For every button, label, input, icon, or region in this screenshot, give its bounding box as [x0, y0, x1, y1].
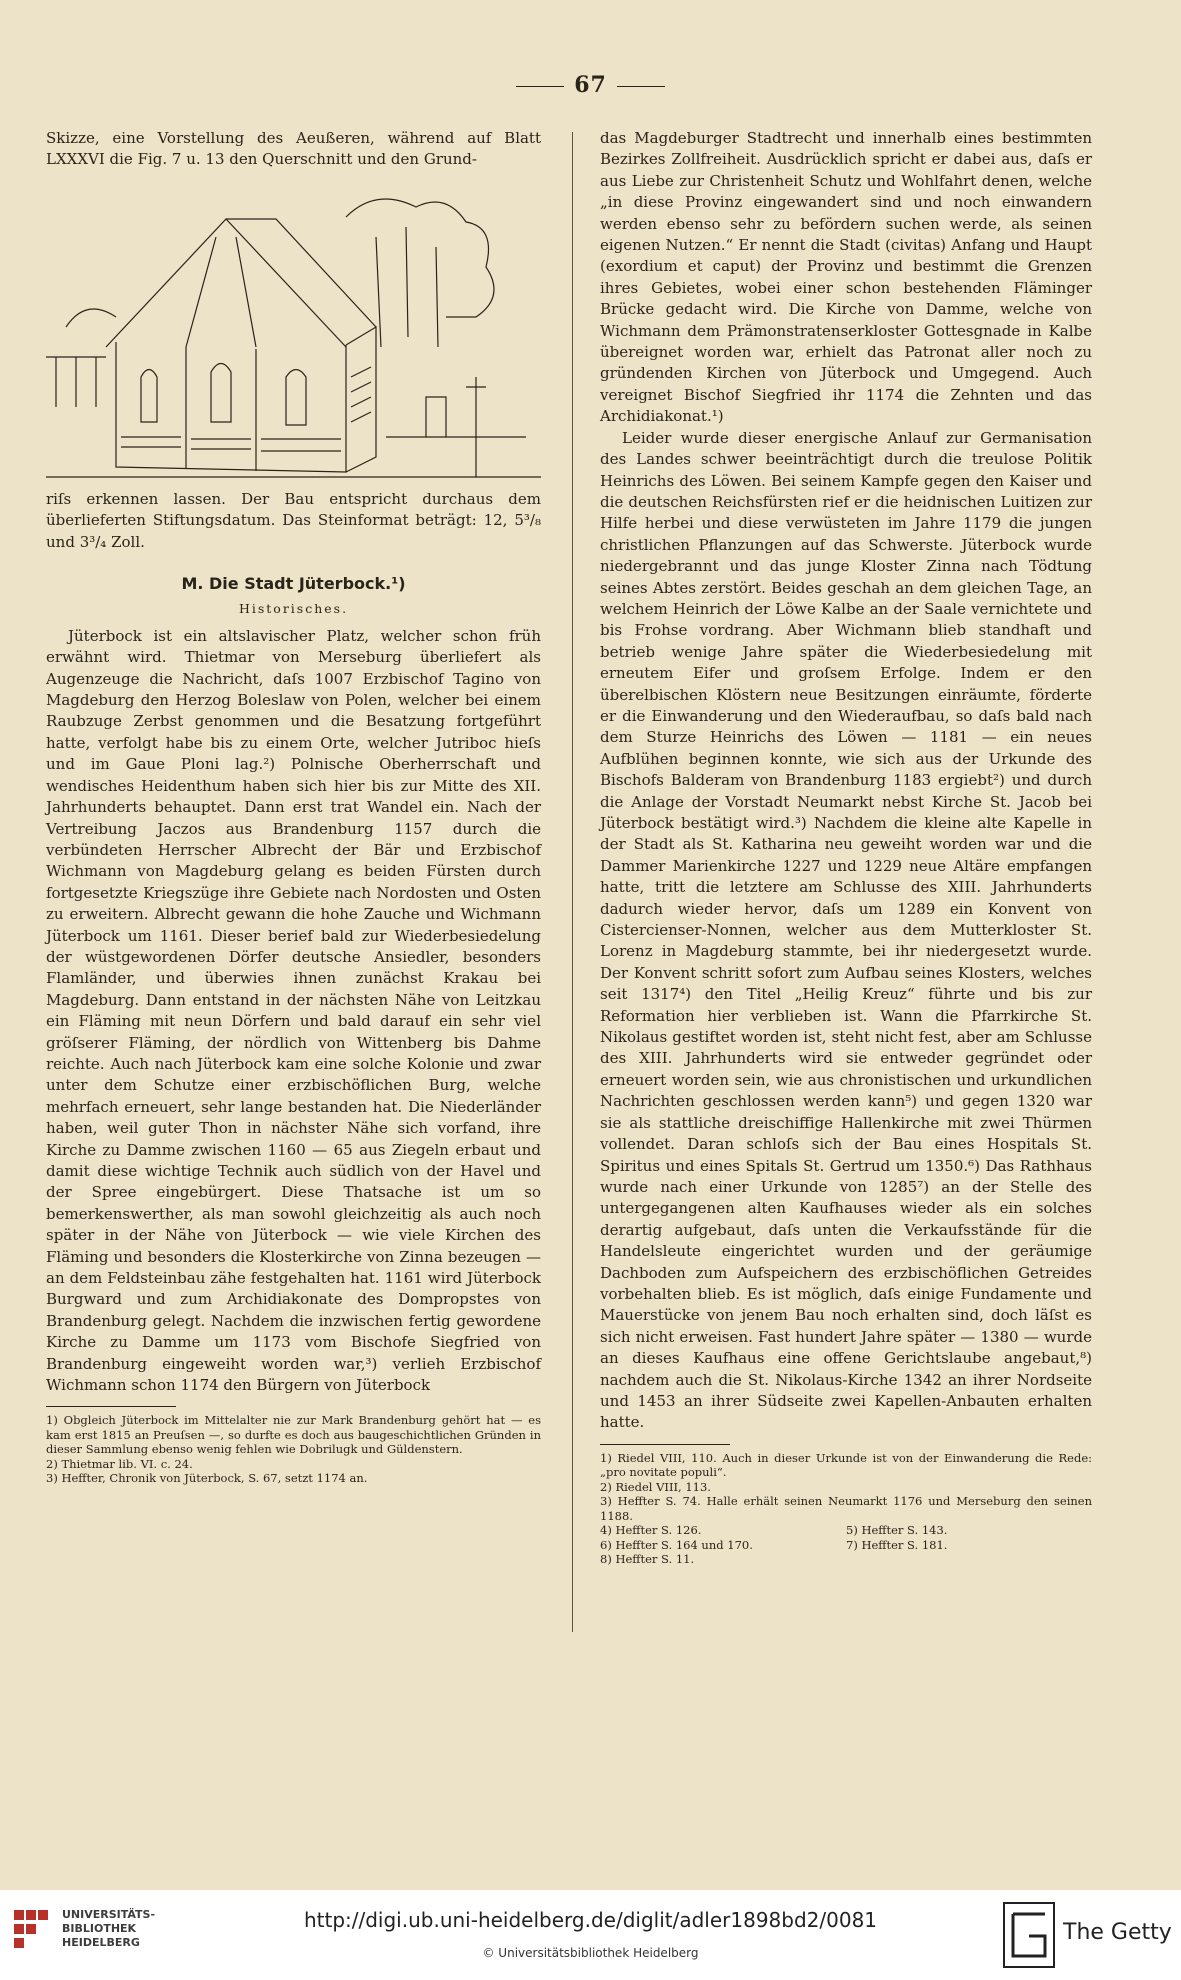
chapel-illustration	[46, 177, 541, 479]
footnote-grid	[600, 1523, 1092, 1567]
library-name-line: UNIVERSITÄTS-	[62, 1908, 156, 1921]
body-paragraph: Jüterbock ist ein altslavischer Platz, welcher schon früh erwähnt wird. Thietmar von Merseburg überliefert als Augenzeuge die Nachricht, daſs 1007 Erzbischof Tagino von Magdeburg den Herzog Boleslaw von Polen, welcher bei einem Raubzuge Zerbst genommen und die Besatzung fortgeführt hatte, verfolgt habe bis zu einem Orte, welcher Jutriboc hieſs und im Gaue Ploni lag.²) Polnische Oberherrschaft und wendisches Heidenthum haben sich hier bis zur Mitte des XII. Jahrhunderts behauptet. Dann erst trat Wandel ein. Nach der Vertreibung Jaczos aus Brandenburg 1157 durch die verbündeten Herrscher Albrecht der Bär und Erzbischof Wichmann von Magdeburg gelang es beiden Fürsten durch fortgesetzte Kriegszüge ihre Gebiete nach Nordosten und Osten zu erweitern. Albrecht gewann die hohe Zauche und Wichmann Jüterbock um 1161. Dieser berief bald zur Wiederbesiedelung der wüstgewordenen Dörfer deutsche Ansiedler, besonders Flamländer, und überwies ihnen zunächst Krakau bei Magdeburg. Dann entstand in der nächsten Nähe von Leitzkau ein Fläming mit neun Dörfern und bald darauf ein sehr viel gröſserer Fläming, der nördlich von Wittenberg bis Dahme reichte. Auch nach Jüterbock kam eine solche Kolonie und zwar unter dem Schutze einer erzbischöflichen Burg, welche mehrfach erneuert, sehr lange bestanden hat. Die Niederländer haben, weil guter Thon in nächster Nähe sich vorfand, ihre Kirche zu Damme zwischen 1160 — 65 aus Ziegeln erbaut und damit diese wichtige Technik auch südlich von der Havel und der Spree eingebürgert. Diese Thatsache ist um so bemerkenswerther, als man sowohl gleichzeitig als auch noch später in der Nähe von Jüterbock — wie viele Kirchen des Fläming und besonders die Klosterkirche von Zinna bezeugen — an dem Feldsteinbau zähe festgehalten hat. 1161 wird Jüterbock Burgward und zum Archidiakonate des Dompropstes von Brandenburg gelegt. Nachdem die inzwischen fertig gewordene Kirche zu Damme um 1173 vom Bischofe Siegfried von Brandenburg eingeweiht worden war,³) verlieh Erzbischof Wichmann schon 1174 den Bürgern von Jüterbock	[46, 626, 541, 1395]
left-column	[46, 128, 541, 1486]
getty-mark-icon	[1003, 1902, 1055, 1968]
section-subheading: Historisches.	[238, 601, 349, 617]
footnote: 7) Heffter S. 181.	[846, 1537, 948, 1552]
footnote	[846, 1552, 1092, 1567]
getty-logo[interactable]	[1003, 1902, 1173, 1966]
footnote: 6) Heffter S. 164 und 170.	[600, 1537, 753, 1552]
right-footnotes	[600, 1451, 1092, 1567]
footnote: 1) Riedel VIII, 110. Auch in dieser Urkunde ist von der Einwanderung die Rede: „pro novitate populi“.	[600, 1450, 1092, 1480]
footnote-rule	[46, 1406, 176, 1407]
figure-caption-paragraph: riſs erkennen lassen. Der Bau entspricht durchaus dem überlieferten Stiftungsdatum. Das Steinformat beträgt: 12, 5³/₈ und 3³/₄ Zoll.	[46, 489, 541, 551]
library-name-line: HEIDELBERG	[62, 1936, 140, 1949]
footnote: 3) Heffter, Chronik von Jüterbock, S. 67, setzt 1174 an.	[46, 1471, 368, 1486]
section-heading: M. Die Stadt Jüterbock.¹)	[181, 574, 406, 594]
footnote: 8) Heffter S. 11.	[600, 1552, 695, 1567]
body-paragraph: das Magdeburger Stadtrecht und innerhalb eines bestimmten Bezirkes Zollfreiheit. Ausdrücklich spricht er dabei aus, daſs er aus Liebe zur Christenheit Schutz und Wohlfahrt denen, welche „in diese Provinz eingewandert sind und noch einwandern werden ebenso sehr zu befördern suchen werde, als seinen eigenen Nutzen.“ Er nennt die Stadt (civitas) Anfang und Haupt (exordium et caput) der Provinz und bestimmt die Grenzen ihres Gebietes, wobei einer schon bestehenden Fläminger Brücke gedacht wird. Die Kirche von Damme, welche von Wichmann dem Prämonstratenserkloster Gottesgnade in Kalbe übereignet worden war, erhielt das Patronat aller noch zu gründenden Kirchen von Jüterbock und Umgegend. Auch vereignet Bischof Siegfried ihr 1174 die Zehnten und das Archidiakonat.¹)	[600, 129, 1092, 426]
footnote: 4) Heffter S. 126.	[600, 1523, 702, 1538]
body-paragraph: Leider wurde dieser energische Anlauf zur Germanisation des Landes schwer beeinträchtigt durch die treulose Politik Heinrichs des Löwen. Bei seinem Kampfe gegen den Kaiser und die deutschen Reichsfürsten rief er die heidnischen Luitizen zur Hilfe herbei und diese verwüsteten im Jahre 1179 die jungen christlichen Pflanzungen auf das Schwerste. Jüterbock wurde niedergebrannt und das junge Kloster Zinna nach Tödtung seines Abtes zerstört. Beides geschah an dem gleichen Tage, an welchem Heinrich der Löwe Kalbe an der Saale vernichtete und bis Frohse vordrang. Aber Wichmann blieb standhaft und betrieb wenige Jahre später die Wiederbesiedelung mit erneutem Eifer und groſsem Erfolge. Indem er den überelbischen Klöstern neue Besitzungen einräumte, förderte er die Einwanderung und den Wiederaufbau, so daſs bald nach dem Sturze Heinrichs des Löwen — 1181 — ein neues Aufblühen beginnen konnte, wie sich aus der Urkunde des Bischofs Balderam von Brandenburg 1183 ergiebt²) und durch die Anlage der Vorstadt Neumarkt nebst Kirche St. Jacob bei Jüterbock bestätigt wird.³) Nachdem die kleine alte Kapelle in der Stadt als St. Katharina neu geweiht worden war und die Dammer Marienkirche 1227 und 1229 neue Altäre empfangen hatte, tritt die letztere am Schlusse des XIII. Jahrhunderts dadurch wieder hervor, daſs um 1289 ein Konvent von Cistercienser-Nonnen, welcher aus dem Mutterkloster St. Lorenz in Magdeburg stammte, bei ihr niedergesetzt wurde. Der Konvent schritt sofort zum Aufbau seines Klosters, welches seit 1317⁴) den Titel „Heilig Kreuz“ führte und bis zur Reformation hier verblieben ist. Wann die Pfarrkirche St. Nikolaus gestiftet worden ist, steht nicht fest, aber am Schlusse des XIII. Jahrhunderts wird sie entweder gegründet oder erneuert worden sein, wie aus chronistischen und urkundlichen Nachrichten geschlossen werden kann⁵) und gegen 1320 war sie als stattliche dreischiffige Hallenkirche mit zwei Thürmen vollendet. Daran schloſs sich der Bau eines Hospitals St. Spiritus und eines Spitals St. Gertrud um 1350.⁶) Das Rathhaus wurde nach einer Urkunde von 1285⁷) an der Stelle des untergegangenen alten Kaufhauses wieder als ein solches derartig aufgebaut, daſs unten die Verkaufsstände für die Handelsleute eingerichtet wurden und der geräumige Dachboden zum Aufspeichern des erzbischöflichen Getreides vorbehalten blieb. Es ist möglich, daſs einige Fundamente und Mauerstücke von jenem Bau noch erhalten sind, doch läſst es sich nicht erweisen. Fast hundert Jahre später — 1380 — wurde an dieses Kaufhaus eine offene Gerichtslaube angebaut,⁸) nachdem auch die St. Nikolaus-Kirche 1342 an ihrer Nordseite und 1453 an ihrer Südseite zwei Kapellen-Anbauten erhalten hatte.	[600, 428, 1092, 1432]
column-divider	[572, 132, 573, 1632]
footnote: 5) Heffter S. 143.	[846, 1523, 948, 1538]
right-column	[600, 128, 1092, 1567]
footnote: 1) Obgleich Jüterbock im Mittelalter nie zur Mark Brandenburg gehört hat — es kam erst 1815 an Preuſsen —, so durfte es doch aus baugeschichtlichen Gründen in dieser Sammlung ebenso wenig fehlen wie Dobrilugk und Güldenstern.	[46, 1413, 541, 1457]
footnote: 3) Heffter S. 74. Halle erhält seinen Neumarkt 1176 und Merseburg den seinen 1188.	[600, 1494, 1092, 1523]
footnote: 2) Riedel VIII, 113.	[600, 1479, 711, 1494]
permalink-url[interactable]: http://digi.ub.uni-heidelberg.de/diglit/adler1898bd2/0081	[303, 1908, 878, 1932]
partner-name: The Getty	[1063, 1920, 1172, 1945]
viewer-footer	[0, 1890, 1181, 1980]
page-number-text: 67	[574, 72, 607, 98]
intro-paragraph: Skizze, eine Vorstellung des Aeußeren, während auf Blatt LXXXVI die Fig. 7 u. 13 den Querschnitt und den Grund-	[46, 129, 541, 169]
copyright-notice: © Universitätsbibliothek Heidelberg	[482, 1946, 699, 1960]
footnote-rule	[600, 1444, 730, 1445]
page-number	[0, 72, 1181, 98]
left-footnotes	[46, 1413, 541, 1486]
library-name-line: BIBLIOTHEK	[62, 1922, 137, 1935]
footnote: 2) Thietmar lib. VI. c. 24.	[46, 1456, 193, 1471]
